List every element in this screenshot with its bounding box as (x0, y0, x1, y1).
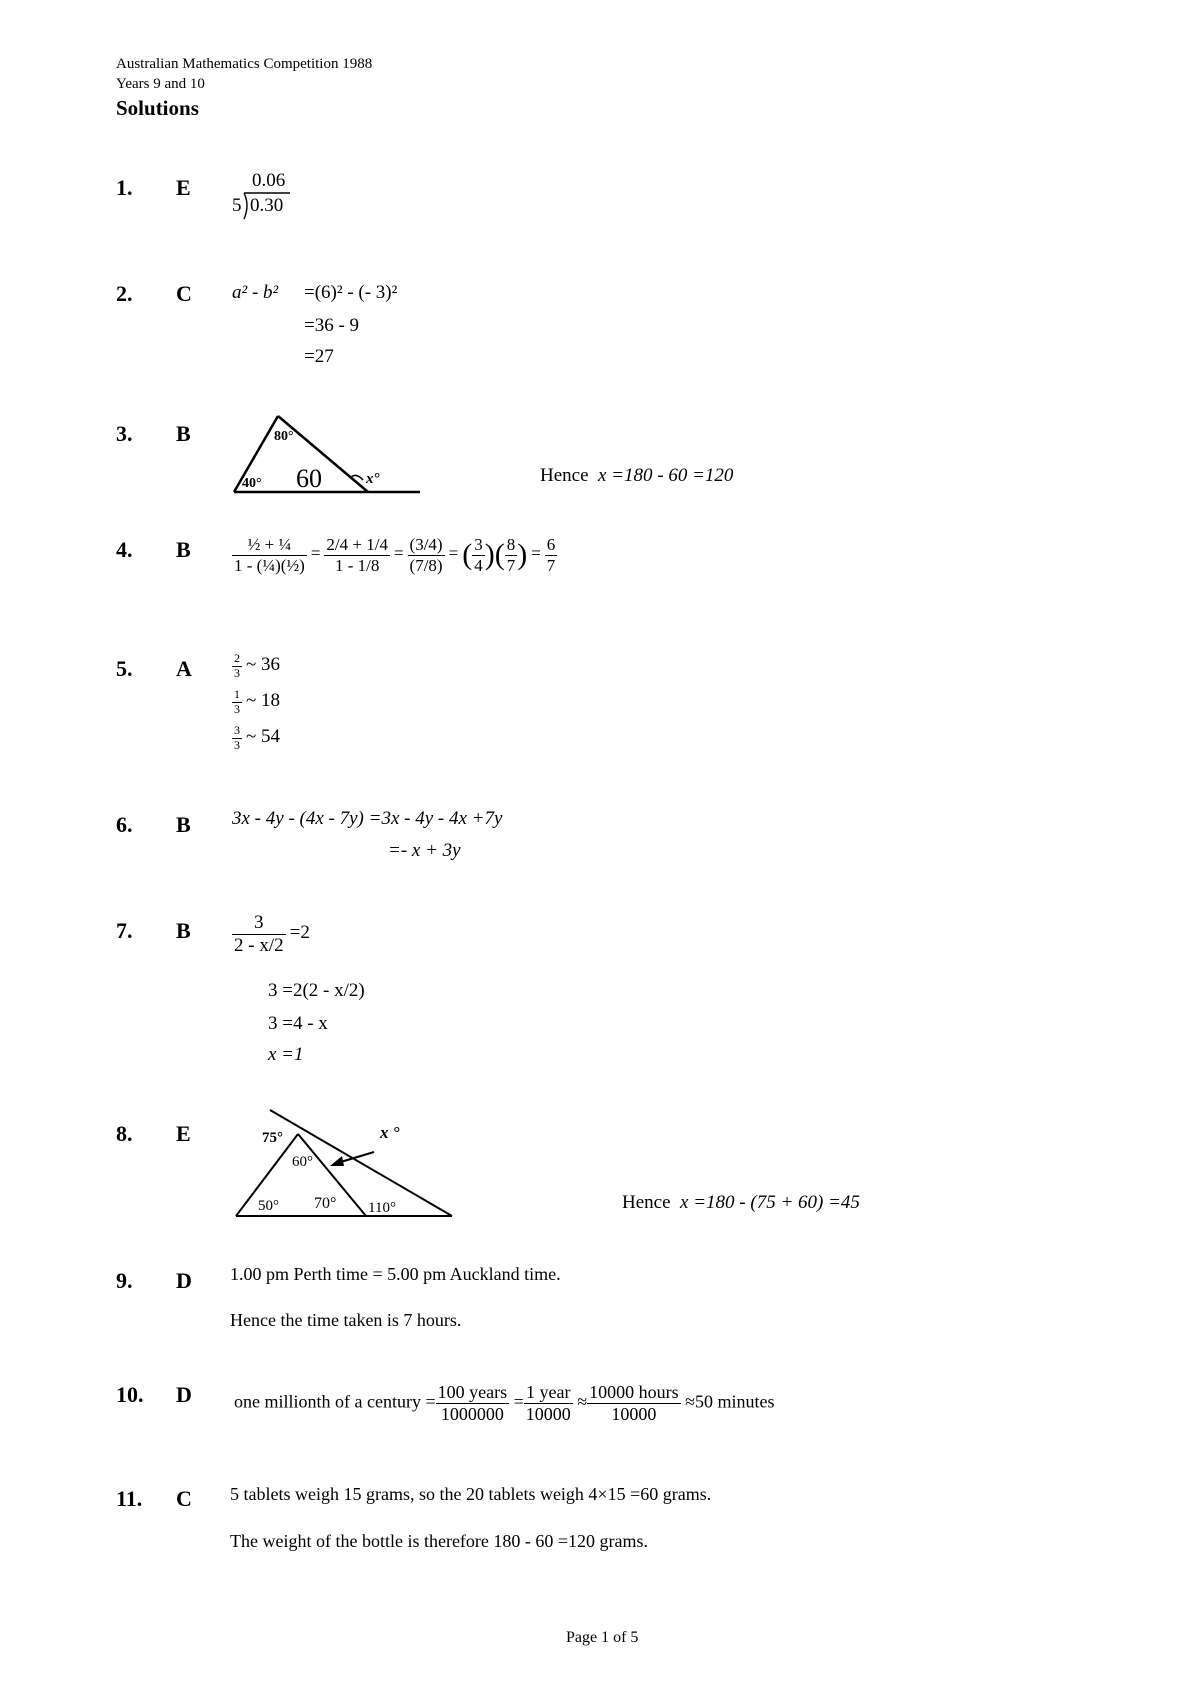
q2-line2: =36 - 9 (304, 315, 360, 336)
q2-line3: =27 (304, 346, 334, 367)
q11-line2: The weight of the bottle is therefore 180 - 60 =120 grams. (230, 1531, 649, 1551)
q1-dividend: 0.30 (250, 195, 284, 216)
q4-result-den: 7 (546, 555, 556, 575)
q4-f2-num: 2/4 + 1/4 (326, 535, 388, 554)
q3-hence (540, 465, 733, 487)
question-number: 6. (116, 812, 133, 837)
q4-f4-num: 3 (474, 535, 483, 554)
q8-hence-label: Hence (622, 1192, 671, 1213)
answer-letter: B (176, 812, 191, 837)
q3-hence-expr: x =180 - 60 =120 (598, 465, 734, 486)
q10-f2-den: 10000 (525, 1403, 571, 1424)
q4-f5-den: 7 (506, 555, 516, 575)
q8-angle-110: 110° (368, 1200, 396, 1216)
q4-fraction-2 (324, 535, 390, 575)
q5-d3: 3 (234, 737, 240, 752)
q10-tail: ≈50 minutes (685, 1391, 775, 1412)
q6-line1: 3x - 4y - (4x - 7y) =3x - 4y - 4x +7y (232, 808, 503, 829)
q5-line1 (232, 652, 280, 681)
answer-letter: D (176, 1268, 192, 1293)
q7-den: 2 - x/2 (234, 934, 284, 956)
q4-fraction-4 (472, 535, 485, 575)
q8-angle-75: 75° (262, 1130, 283, 1146)
answer-letter: C (176, 281, 192, 306)
q5-d2: 3 (234, 701, 240, 716)
answer-letter: E (176, 175, 191, 200)
q2-lhs: a² - b² (232, 282, 279, 303)
q4-f4-den: 4 (474, 555, 483, 575)
question-number: 7. (116, 918, 133, 943)
q3-angle-80: 80° (274, 429, 294, 444)
q4-f1-den: 1 - (¼)(½) (234, 555, 305, 575)
q7-line4: x =1 (268, 1044, 304, 1065)
q4-f3-den: (7/8) (409, 555, 443, 575)
question-number: 10. (116, 1382, 144, 1407)
q5-line3 (232, 724, 280, 753)
answer-letter: B (176, 421, 191, 446)
competition-title: Australian Mathematics Competition 1988 (116, 56, 373, 72)
q5-line2 (232, 688, 280, 717)
q10-expression (234, 1382, 775, 1424)
q5-n1: 2 (234, 651, 240, 665)
q8-angle-60: 60° (292, 1154, 313, 1170)
q2-line1: =(6)² - (- 3)² (304, 282, 398, 303)
q7-line1 (232, 912, 310, 957)
q10-f3-den: 10000 (611, 1403, 657, 1424)
answer-letter: B (176, 537, 191, 562)
q8-hence-expr: x =180 - (75 + 60) =45 (680, 1192, 860, 1213)
q10-f3-num: 10000 hours (589, 1382, 679, 1402)
q10-f1-den: 1000000 (440, 1403, 504, 1424)
q10-lead: one millionth of a century = (234, 1391, 436, 1412)
question-number: 2. (116, 281, 133, 306)
answer-letter: D (176, 1382, 192, 1407)
question-number: 5. (116, 656, 133, 681)
q10-eq: = (513, 1391, 524, 1412)
q9-line1: 1.00 pm Perth time = 5.00 pm Auckland time. (230, 1264, 561, 1284)
page-title: Solutions (116, 96, 199, 120)
q4-result (545, 535, 558, 575)
q3-angle-60: 60 (296, 464, 322, 493)
q7-rhs: =2 (289, 922, 310, 944)
question-number: 3. (116, 421, 133, 446)
answer-letter: C (176, 1486, 192, 1511)
q10-f1-num: 100 years (437, 1382, 508, 1402)
q7-line3: 3 =4 - x (268, 1013, 328, 1034)
q4-f5-num: 8 (506, 535, 516, 554)
q4-result-num: 6 (546, 535, 556, 554)
question-number: 11. (116, 1486, 143, 1511)
q4-fraction-1 (232, 535, 307, 575)
q7-line2: 3 =2(2 - x/2) (268, 980, 365, 1001)
q4-f1-num: ½ + ¼ (232, 535, 307, 556)
q8-hence (622, 1192, 860, 1214)
q8-triangle-diagram (230, 1104, 460, 1222)
q5-n3: 3 (234, 723, 240, 737)
q8-angle-x: x ° (380, 1123, 400, 1142)
q5-v3: ~ 54 (246, 725, 281, 747)
q3-hence-label: Hence (540, 465, 589, 486)
question-number: 1. (116, 175, 133, 200)
answer-letter: E (176, 1121, 191, 1146)
q5-v1: ~ 36 (246, 653, 281, 675)
q10-f2-num: 1 year (524, 1382, 573, 1404)
page-number: Page 1 of 5 (566, 1629, 639, 1646)
answer-letter: A (176, 656, 192, 681)
q4-fraction-5 (505, 535, 518, 575)
question-number: 9. (116, 1268, 133, 1293)
years-label: Years 9 and 10 (116, 76, 205, 92)
q4-f3-num: (3/4) (409, 535, 443, 554)
q8-angle-70: 70° (314, 1195, 337, 1212)
q5-v2: ~ 18 (246, 689, 281, 711)
q3-triangle-diagram (226, 410, 426, 496)
q4-f2-den: 1 - 1/8 (334, 555, 380, 575)
q6-line2: =- x + 3y (388, 840, 461, 861)
q4-expression: $\frac{\text{½ + ¼}}{\text{1 - (¼)(½)}}$ = $\frac{2/4 + 1/4}{1 - 1/8}$ = $\frac{(3/4)}{(7/8)}$ = ( $\frac{3}{4}$ )( $\frac{8}{7}$ ) = $\frac{6}{7}$ (234, 535, 556, 575)
q3-angle-x: x° (366, 471, 380, 487)
q1-quotient: 0.06 (252, 170, 286, 191)
q7-num: 3 (232, 912, 286, 935)
q5-n2: 1 (234, 687, 240, 701)
answer-letter: B (176, 918, 191, 943)
q11-line1: 5 tablets weigh 15 grams, so the 20 tablets weigh 4×15 =60 grams. (230, 1484, 712, 1504)
q9-line2: Hence the time taken is 7 hours. (230, 1310, 462, 1330)
question-number: 8. (116, 1121, 133, 1146)
q1-divisor: 5 (232, 195, 242, 216)
q4-fraction-3 (408, 535, 445, 575)
q5-d1: 3 (234, 665, 240, 680)
q8-angle-50: 50° (258, 1198, 279, 1214)
question-number: 4. (116, 537, 133, 562)
q3-angle-40: 40° (242, 476, 262, 491)
q10-approx: ≈ (577, 1391, 588, 1412)
